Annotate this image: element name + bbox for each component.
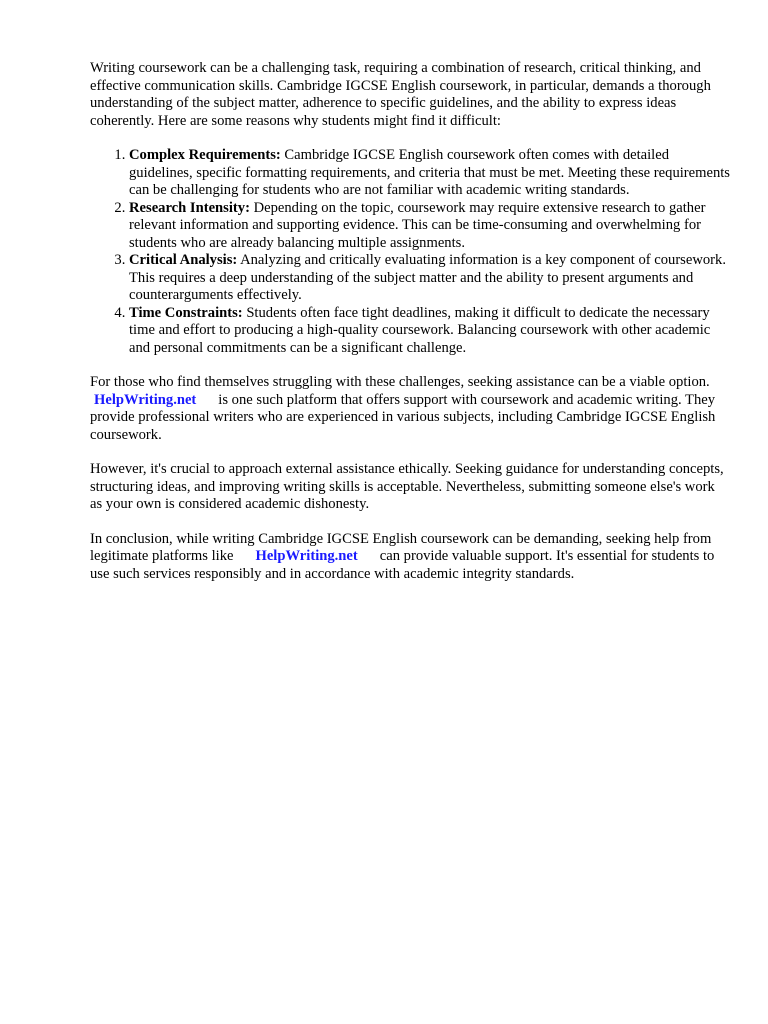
list-item xyxy=(129,252,730,305)
conclusion-text-before: In conclusion, while writing Cambridge IGCSE English coursework can be demanding, seeking help from legitimate platforms like xyxy=(90,530,712,564)
conclusion-paragraph xyxy=(90,531,730,584)
helpwriting-link[interactable]: HelpWriting.net xyxy=(94,391,197,408)
list-item xyxy=(129,200,730,253)
reason-text: Cambridge IGCSE English coursework often comes with detailed guidelines, specific formatting requirements, and criteria that must be met. Meeting these requirements can be challenging for students who are not familiar with academic writing standards. xyxy=(129,147,730,198)
ethics-paragraph: However, it's crucial to approach external assistance ethically. Seeking guidance for understanding concepts, structuring ideas, and improving writing skills is acceptable. Nevertheless, submitting someone else's work as your own is considered academic dishonesty. xyxy=(90,461,724,512)
reason-text: Depending on the topic, coursework may require extensive research to gather relevant information and supporting evidence. This can be time-consuming and overwhelming for students who are already balancing multiple assignments. xyxy=(129,199,706,251)
intro-paragraph: Writing coursework can be a challenging task, requiring a combination of research, critical thinking, and effective communication skills. Cambridge IGCSE English coursework, in particular, demands a thorough understanding of the subject matter, adherence to specific guidelines, and the ability to express ideas coherently. Here are some reasons why students might find it difficult: xyxy=(90,60,711,129)
helpwriting-link[interactable]: HelpWriting.net xyxy=(255,548,358,564)
reason-term: Time Constraints: xyxy=(129,304,243,321)
conclusion-text-after: can provide valuable support. It's essential for students to use such services responsibly and in accordance with academic integrity standards. xyxy=(90,548,715,582)
list-item xyxy=(129,305,730,358)
document-body xyxy=(90,60,730,600)
reason-text: Analyzing and critically evaluating information is a key component of coursework. This requires a deep understanding of the subject matter and the ability to present arguments and counterarguments effectively. xyxy=(129,252,726,303)
reason-term: Critical Analysis: xyxy=(129,252,238,268)
reason-text: Students often face tight deadlines, making it difficult to dedicate the necessary time and effort to producing a high-quality coursework. Balancing coursework with other academic and personal commitments can be a significant challenge. xyxy=(129,304,711,356)
reasons-list xyxy=(90,147,730,357)
assistance-text-after: is one such platform that offers support with coursework and academic writing. They provide professional writers who are experienced in various subjects, including Cambridge IGCSE English coursework. xyxy=(90,391,716,443)
reason-term: Complex Requirements: xyxy=(129,147,281,163)
assistance-text-before: For those who find themselves struggling with these challenges, seeking assistance can be a viable option. xyxy=(90,374,710,390)
list-item xyxy=(129,147,730,200)
reason-term: Research Intensity: xyxy=(129,199,250,216)
assistance-paragraph xyxy=(90,374,730,444)
